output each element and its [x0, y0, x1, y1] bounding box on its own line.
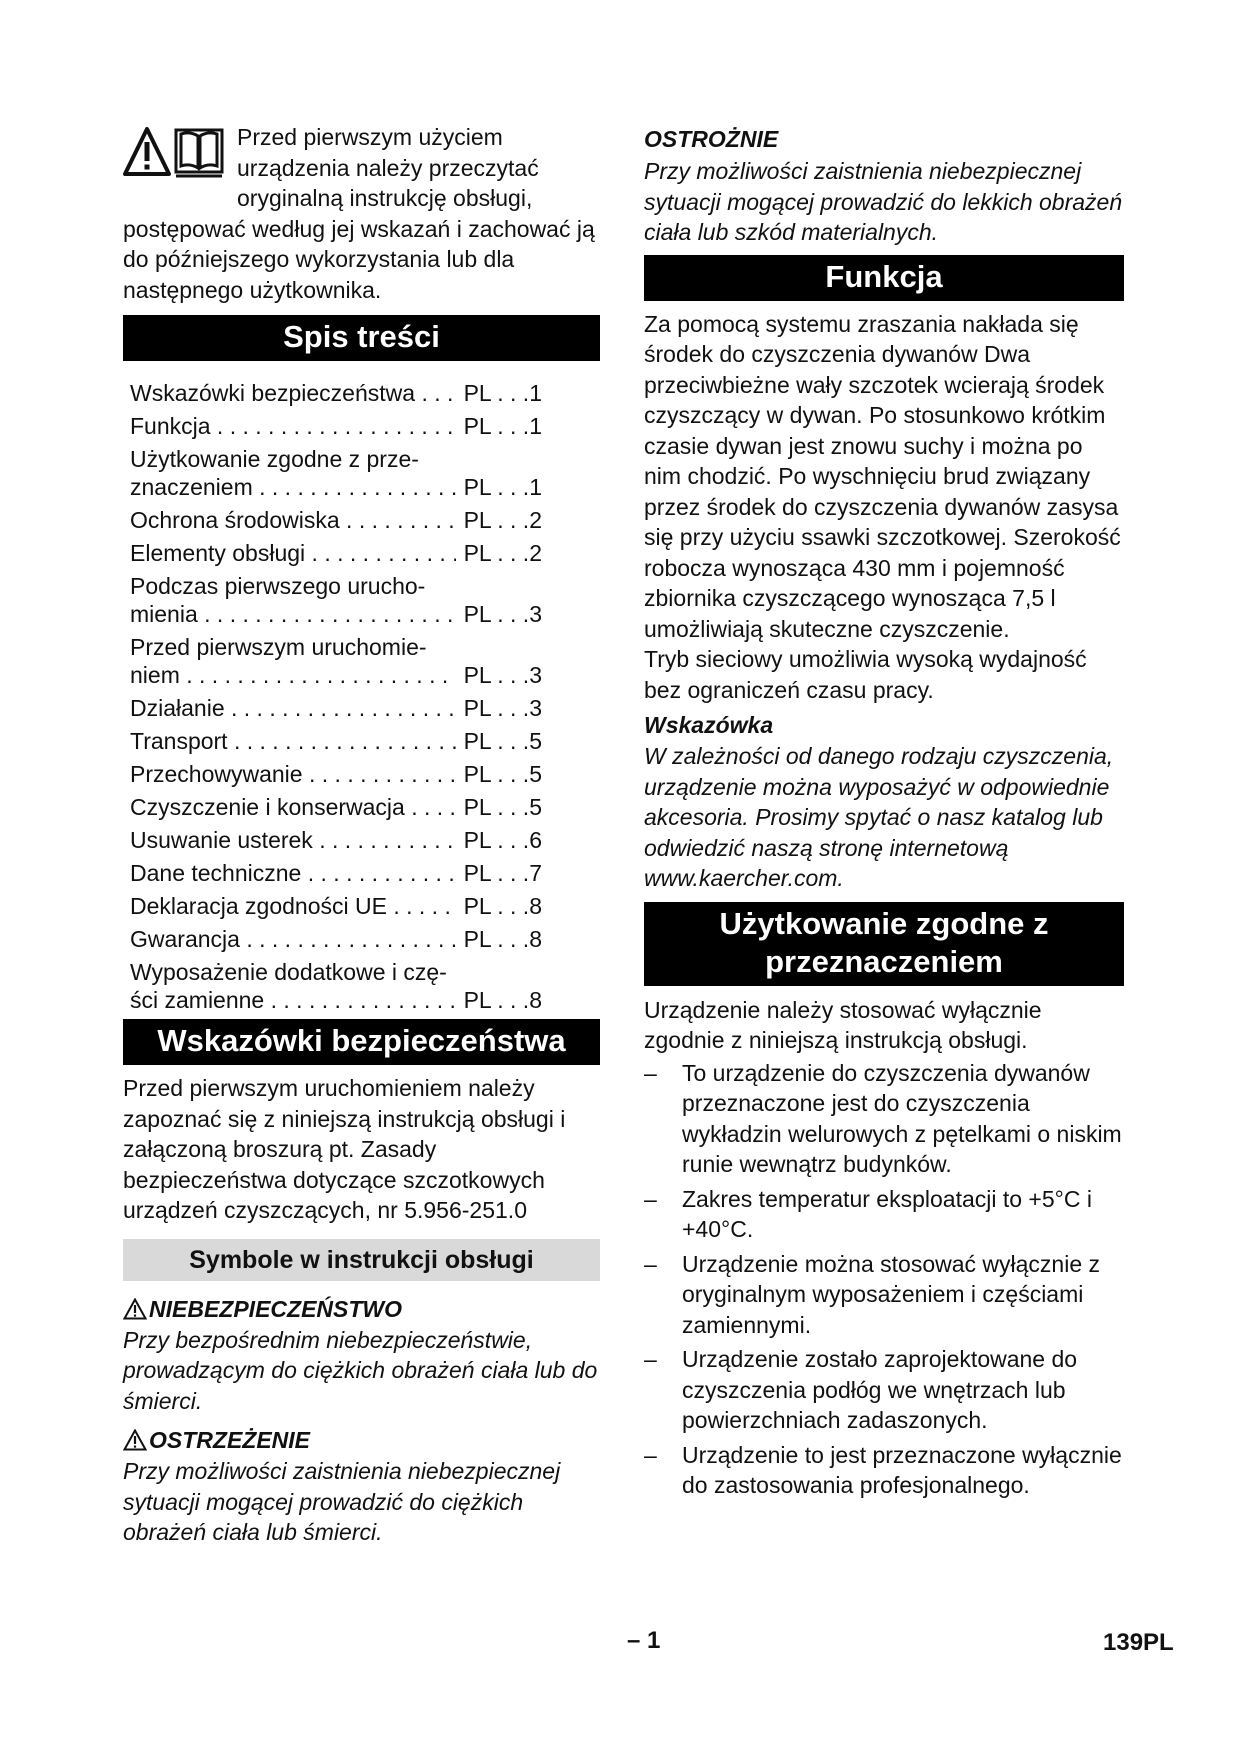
intro-icons — [123, 126, 231, 184]
list-dash: – — [644, 1346, 657, 1372]
list-item — [644, 1440, 1124, 1501]
function-text: Za pomocą systemu zraszania nakłada się środek do czyszczenia dywanów Dwa przeciwbieżne wały szczotek wcierają środek czyszczący w dywan. Po stosunkowo krótkim czasie dywan jest znowu suchy i można po nim chodzić. Po wyschnięciu brud związany przez środek do czyszczenia dywanów zasysa się przy użyciu ssawki szczotkowej. Szerokość robocza wynosząca 430 mm i pojemność zbiornika czyszczącego wynosząca 7,5 l umożliwiają skuteczne czyszczenie. — [644, 310, 1121, 642]
function-heading: Funkcja — [644, 255, 1124, 301]
list-item-text: Urządzenie to jest przeznaczone wyłącznie do zastosowania profesjonalnego. — [682, 1441, 1122, 1498]
toc-item-title: Wskazówki bezpieczeństwa . . . — [130, 379, 456, 407]
safety-text: Przed pierwszym uruchomieniem należy zapoznać się z niniejszą instrukcją obsługi i załączoną broszurą pt. Zasady bezpieczeństwa dotyczące szczotkowych urządzeń czyszczących, nr 5.956-251.0 — [123, 1075, 566, 1223]
toc-item-title: Usuwanie usterek . . . — [130, 826, 456, 854]
list-item — [644, 1249, 1124, 1341]
table-of-contents — [123, 379, 600, 1014]
intended-use-list — [644, 1058, 1124, 1501]
toc-item-title: Przechowywanie . . . — [130, 760, 456, 788]
toc-item[interactable] — [130, 793, 600, 821]
toc-item-title: znaczeniem . . . — [130, 473, 456, 501]
list-item — [644, 1344, 1124, 1436]
warning-heading — [123, 1426, 600, 1454]
toc-item-title: ści zamienne . . . — [130, 986, 456, 1014]
toc-item-title: mienia . . . — [130, 600, 456, 628]
open-book-icon — [176, 130, 222, 176]
intended-use-heading: Użytkowanie zgodne z przeznaczeniem — [644, 902, 1124, 986]
warning-triangle-icon — [123, 1429, 147, 1451]
toc-item[interactable] — [130, 925, 600, 953]
toc-item-ref: PL . . .7 — [463, 860, 542, 886]
toc-item[interactable] — [130, 727, 600, 755]
toc-item[interactable] — [130, 859, 600, 887]
toc-item-title-line: Wyposażenie dodatkowe i czę- — [130, 959, 447, 985]
toc-item[interactable] — [130, 958, 600, 1014]
toc-item-title-line: Przed pierwszym uruchomie- — [130, 634, 427, 660]
toc-item-title: Ochrona środowiska . . . — [130, 506, 456, 534]
warning-text: Przy możliwości zaistnienia niebezpiecznej sytuacji mogącej prowadzić do ciężkich obrażeń ciała lub śmierci. — [123, 1458, 561, 1545]
toc-item-ref: PL . . .6 — [463, 827, 542, 853]
toc-item[interactable] — [130, 572, 600, 628]
toc-item-ref: PL . . .1 — [463, 380, 542, 406]
page-marker: – 1 — [627, 1627, 661, 1654]
intro-text: Przed pierwszym użyciem urządzenia należy przeczytać oryginalną instrukcję obsługi, postępować według jej wskazań i zachować ją do późniejszego wykorzystania lub dla następnego użytkownika. — [123, 124, 595, 303]
list-dash: – — [644, 1059, 657, 1086]
toc-item-ref: PL . . .8 — [463, 893, 542, 919]
right-column — [644, 125, 1124, 1501]
toc-item-title: Gwarancja . . . — [130, 925, 456, 953]
symbols-heading: Symbole w instrukcji obsługi — [123, 1239, 600, 1281]
toc-item-ref: PL . . .8 — [463, 987, 542, 1013]
list-item-text: Zakres temperatur eksploatacji to +5°C i +40°C. — [682, 1185, 1092, 1242]
safety-heading: Wskazówki bezpieczeństwa — [123, 1019, 600, 1065]
toc-item-ref: PL . . .8 — [463, 926, 542, 952]
list-item-text: Urządzenie można stosować wyłącznie z oryginalnym wyposażeniem i częściami zamiennymi. — [682, 1250, 1101, 1338]
list-dash: – — [644, 1250, 657, 1277]
danger-label: NIEBEZPIECZEŃSTWO — [149, 1295, 403, 1322]
caution-text: Przy możliwości zaistnienia niebezpiecznej sytuacji mogącej prowadzić do lekkich obrażeń ciała lub szkód materialnych. — [644, 158, 1123, 245]
toc-item-title-line: Podczas pierwszego urucho- — [130, 573, 426, 599]
toc-heading: Spis treści — [123, 315, 600, 361]
toc-item[interactable] — [130, 379, 600, 407]
list-item-text: To urządzenie do czyszczenia dywanów przeznaczone jest do czyszczenia wykładzin welurowych z pętelkami o niskim runie wewnątrz budynków. — [682, 1059, 1122, 1177]
warning-label: OSTRZEŻENIE — [149, 1427, 311, 1453]
list-item — [644, 1058, 1124, 1180]
toc-item[interactable] — [130, 892, 600, 920]
toc-item-ref: PL . . .3 — [463, 601, 542, 627]
danger-text: Przy bezpośrednim niebezpieczeństwie, prowadzącym do ciężkich obrażeń ciała lub do śmierci. — [123, 1326, 598, 1414]
note-text: W zależności od danego rodzaju czyszczenia, urządzenie można wyposażyć w odpowiednie akcesoria. Prosimy spytać o nasz katalog lub odwiedzić naszą stronę internetową www.kaercher.com. — [644, 743, 1114, 891]
toc-item-title: Funkcja . . . — [130, 412, 456, 440]
function-text-2: Tryb sieciowy umożliwia wysoką wydajność bez ograniczeń czasu pracy. — [644, 646, 1087, 703]
toc-item-title: Elementy obsługi . . . — [130, 539, 456, 567]
caution-label: OSTROŻNIE — [644, 126, 779, 152]
toc-item-title: Działanie . . . — [130, 694, 456, 722]
toc-item-ref: PL . . .3 — [463, 662, 542, 688]
toc-item-ref: PL . . .2 — [463, 540, 542, 566]
toc-item[interactable] — [130, 539, 600, 567]
toc-item-ref: PL . . .5 — [463, 794, 542, 820]
toc-item-ref: PL . . .1 — [463, 474, 542, 500]
intro-note — [123, 122, 600, 305]
list-item — [644, 1184, 1124, 1245]
toc-item[interactable] — [130, 506, 600, 534]
toc-item-title: niem . . . — [130, 661, 456, 689]
left-column — [123, 122, 600, 1548]
warning-triangle-icon — [125, 129, 169, 174]
toc-item[interactable] — [130, 760, 600, 788]
toc-item[interactable] — [130, 412, 600, 440]
toc-item[interactable] — [130, 694, 600, 722]
toc-item-title: Czyszczenie i konserwacja . . . — [130, 793, 456, 821]
toc-item-title: Dane techniczne . . . — [130, 859, 456, 887]
toc-item-ref: PL . . .5 — [463, 728, 542, 754]
list-dash: – — [644, 1185, 657, 1212]
toc-item-title: Deklaracja zgodności UE . . . — [130, 892, 456, 920]
toc-item-ref: PL . . .5 — [463, 761, 542, 787]
list-item-text: Urządzenie zostało zaprojektowane do czyszczenia podłóg we wnętrzach lub powierzchniach zadaszonych. — [682, 1346, 1078, 1433]
toc-item-title: Transport . . . — [130, 727, 456, 755]
page-number: 139PL — [1103, 1629, 1174, 1656]
toc-item[interactable] — [130, 826, 600, 854]
toc-item-ref: PL . . .1 — [463, 413, 542, 439]
warning-triangle-icon — [123, 1298, 147, 1320]
toc-item-ref: PL . . .2 — [463, 507, 542, 533]
toc-item-title-line: Użytkowanie zgodne z prze- — [130, 446, 419, 472]
toc-item[interactable] — [130, 633, 600, 689]
note-label: Wskazówka — [644, 712, 774, 738]
toc-item[interactable] — [130, 445, 600, 501]
intended-use-text: Urządzenie należy stosować wyłącznie zgodnie z niniejszą instrukcją obsługi. — [644, 996, 1042, 1053]
danger-heading — [123, 1295, 600, 1323]
toc-item-ref: PL . . .3 — [463, 695, 542, 721]
list-dash: – — [644, 1441, 657, 1468]
